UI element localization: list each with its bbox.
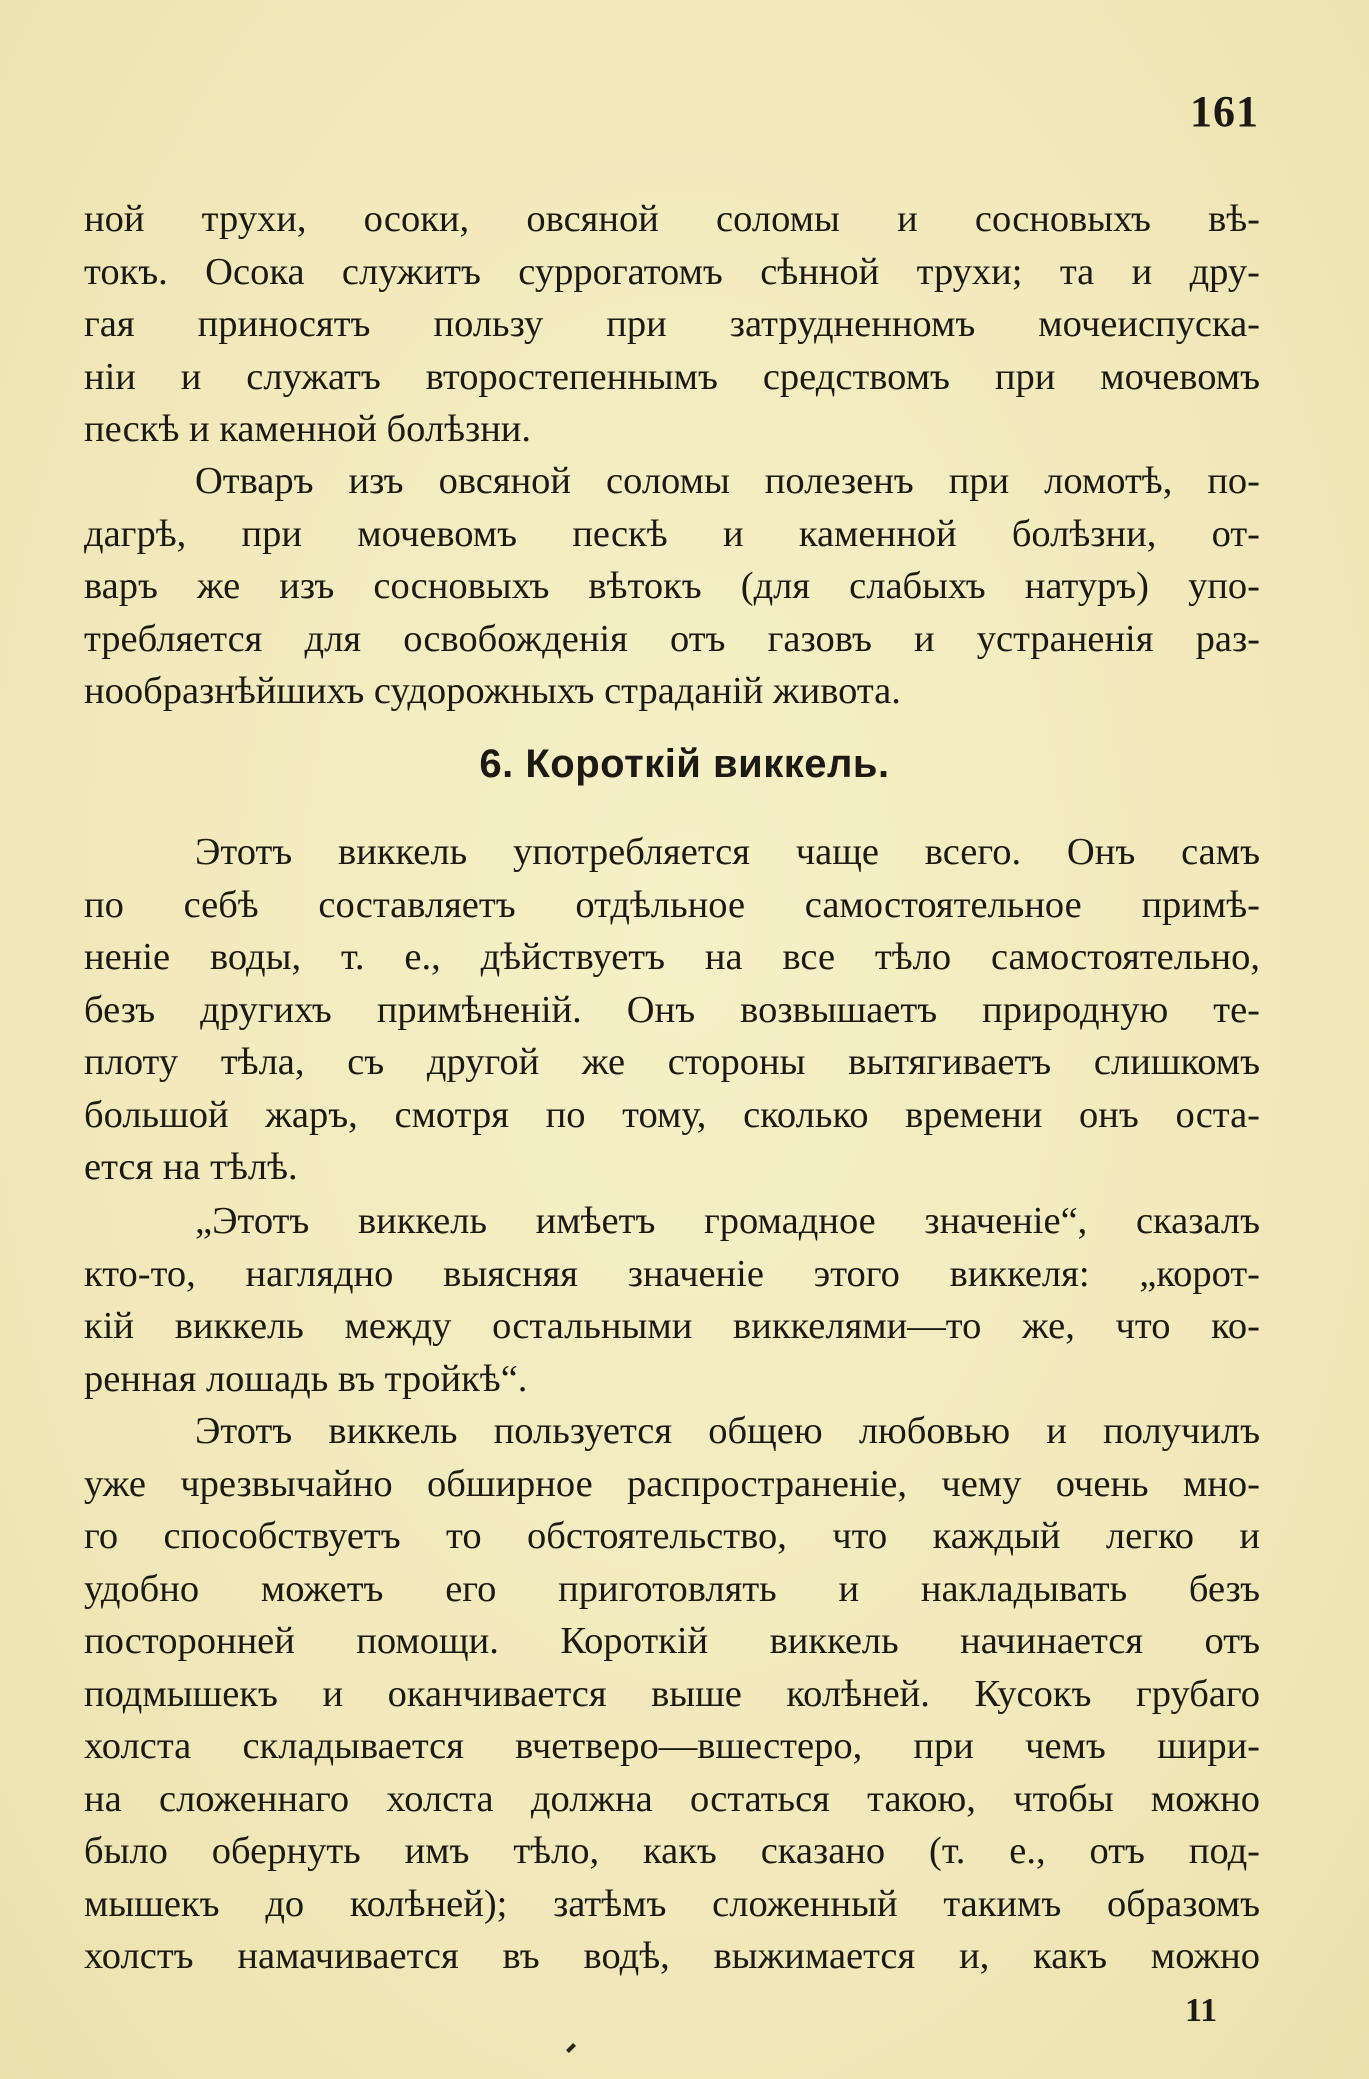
- text-line: на сложеннаго холста должна остаться такою, чтобы можно: [84, 1777, 1260, 1820]
- text-line: го способствуетъ то обстоятельство, что каждый легко и: [84, 1515, 1260, 1557]
- ink-speck: [566, 2043, 576, 2053]
- text-line: удобно можетъ его приготовлять и накладывать безъ: [84, 1567, 1260, 1610]
- text-line: ется на тѣлѣ.: [84, 1146, 298, 1188]
- paragraph-application: [84, 1405, 1260, 1983]
- text-line: по себѣ составляетъ отдѣльное самостоятельное примѣ-: [84, 883, 1260, 926]
- text-line: ніи и служатъ второстепеннымъ средствомъ при мочевомъ: [84, 355, 1260, 398]
- text-line: токъ. Осока служитъ суррогатомъ сѣнной трухи; та и дру-: [84, 250, 1260, 293]
- page-number: 161: [1190, 87, 1259, 136]
- text-line: подмышекъ и оканчивается выше колѣней. Кусокъ грубаго: [84, 1672, 1260, 1715]
- text-line: холстъ намачивается въ водѣ, выжимается и, какъ можно: [84, 1935, 1260, 1977]
- text-line: ренная лошадь въ тройкѣ“.: [84, 1357, 528, 1400]
- text-line: „Этотъ виккель имѣетъ громадное значеніе“, сказалъ: [195, 1200, 1260, 1242]
- section-heading: 6. Короткій виккель.: [479, 742, 890, 786]
- text-line: дагрѣ, при мочевомъ пескѣ и каменной болѣзни, от-: [84, 512, 1260, 555]
- text-line: ной трухи, осоки, овсяной соломы и сосновыхъ вѣ-: [84, 198, 1260, 240]
- paragraph-decoction: [84, 455, 1260, 718]
- text-line: требляется для освобожденія отъ газовъ и устраненія раз-: [84, 617, 1260, 660]
- text-line: варъ же изъ сосновыхъ вѣтокъ (для слабыхъ натуръ) упо-: [84, 565, 1260, 607]
- text-line: нообразнѣйшихъ судорожныхъ страданій живота.: [84, 670, 901, 712]
- text-line: кто-то, наглядно выясняя значеніе этого виккеля: „корот-: [84, 1252, 1260, 1295]
- text-line: кій виккель между остальными виккелями—то же, что ко-: [84, 1305, 1260, 1347]
- paragraph-intro: [84, 826, 1260, 1194]
- text-line: гая приносятъ пользу при затрудненномъ мочеиспуска-: [84, 303, 1260, 345]
- text-line: Этотъ виккель пользуется общею любовью и получилъ: [195, 1410, 1260, 1452]
- text-line: Отваръ изъ овсяной соломы полезенъ при ломотѣ, по-: [195, 460, 1260, 502]
- text-line: плоту тѣла, съ другой же стороны вытягиваетъ слишкомъ: [84, 1041, 1260, 1083]
- text-line: мышекъ до колѣней); затѣмъ сложенный такимъ образомъ: [84, 1882, 1260, 1925]
- text-line: посторонней помощи. Короткій виккель начинается отъ: [84, 1620, 1260, 1662]
- text-line: неніе воды, т. е., дѣйствуетъ на все тѣло самостоятельно,: [84, 936, 1260, 978]
- text-line: было обернуть имъ тѣло, какъ сказано (т. е., отъ под-: [84, 1830, 1260, 1872]
- text-line: холста складывается вчетверо—вшестеро, при чемъ шири-: [84, 1725, 1260, 1767]
- text-line: безъ другихъ примѣненій. Онъ возвышаетъ природную те-: [84, 988, 1260, 1031]
- printer-signature-mark: 11: [1185, 1992, 1218, 2029]
- paragraph-continuation: [84, 193, 1260, 456]
- paragraph-quote: [84, 1195, 1260, 1405]
- text-line: уже чрезвычайно обширное распространеніе, чему очень мно-: [84, 1462, 1260, 1505]
- text-line: Этотъ виккель употребляется чаще всего. Онъ самъ: [195, 831, 1260, 873]
- text-line: большой жаръ, смотря по тому, сколько времени онъ оста-: [84, 1093, 1260, 1136]
- text-line: пескѣ и каменной болѣзни.: [84, 408, 532, 450]
